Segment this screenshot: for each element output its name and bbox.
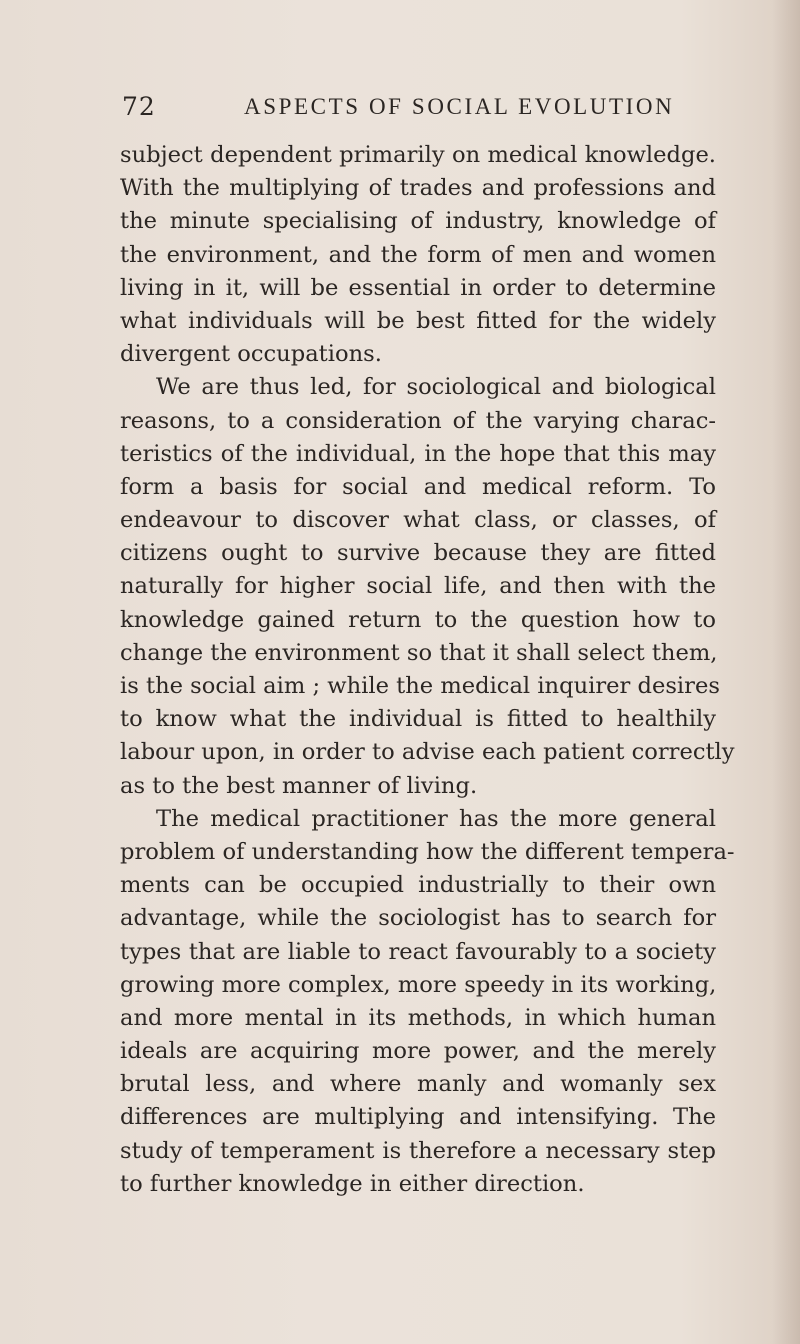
text-line: With the multiplying of trades and professions and xyxy=(120,175,716,202)
text-line: endeavour to discover what class, or classes, of xyxy=(120,507,716,534)
text-line: growing more complex, more speedy in its working, xyxy=(120,971,717,998)
text-line: naturally for higher social life, and then with the xyxy=(120,573,716,600)
text-line: what individuals will be best fitted for the widely xyxy=(120,307,716,334)
body-text xyxy=(120,139,735,1201)
text-line: labour upon, in order to advise each patient correctly xyxy=(120,739,735,766)
page-header xyxy=(122,92,742,126)
text-line: to further knowledge in either direction. xyxy=(120,1170,585,1197)
running-head: ASPECTS OF SOCIAL EVOLUTION xyxy=(244,94,675,119)
text-line: advantage, while the sociologist has to search for xyxy=(120,905,716,932)
text-line: ideals are acquiring more power, and the merely xyxy=(120,1038,716,1065)
text-line: is the social aim ; while the medical inquirer desires xyxy=(120,673,720,699)
text-line: living in it, will be essential in order to determine xyxy=(120,274,716,301)
text-line: change the environment so that it shall select them, xyxy=(120,639,718,666)
text-line: differences are multiplying and intensifying. The xyxy=(120,1104,716,1131)
text-line: types that are liable to react favourably to a society xyxy=(120,938,716,965)
text-line: ments can be occupied industrially to their own xyxy=(120,872,716,899)
text-line: brutal less, and where manly and womanly sex xyxy=(120,1071,716,1098)
text-line: citizens ought to survive because they are fitted xyxy=(120,540,716,567)
text-line: study of temperament is therefore a necessary step xyxy=(120,1137,716,1164)
text-line: the environment, and the form of men and women xyxy=(120,241,716,268)
text-line: subject dependent primarily on medical knowledge. xyxy=(120,142,716,168)
text-line: problem of understanding how the different tempera- xyxy=(120,838,735,865)
text-line: to know what the individual is fitted to healthily xyxy=(120,706,716,733)
page-edge-shadow xyxy=(772,0,800,1344)
text-line: We are thus led, for sociological and biological xyxy=(156,374,716,401)
text-line: the minute specialising of industry, knowledge of xyxy=(120,208,716,235)
text-line: divergent occupations. xyxy=(120,341,382,368)
page-number: 72 xyxy=(122,92,156,121)
text-line: and more mental in its methods, in which human xyxy=(120,1004,716,1031)
text-line: The medical practitioner has the more general xyxy=(156,805,716,832)
text-line: knowledge gained return to the question how to xyxy=(120,606,716,633)
text-line: form a basis for social and medical reform. To xyxy=(120,473,716,500)
text-line: reasons, to a consideration of the varying charac- xyxy=(120,407,716,434)
text-line: as to the best manner of living. xyxy=(120,772,478,799)
text-line: teristics of the individual, in the hope that this may xyxy=(120,440,716,467)
